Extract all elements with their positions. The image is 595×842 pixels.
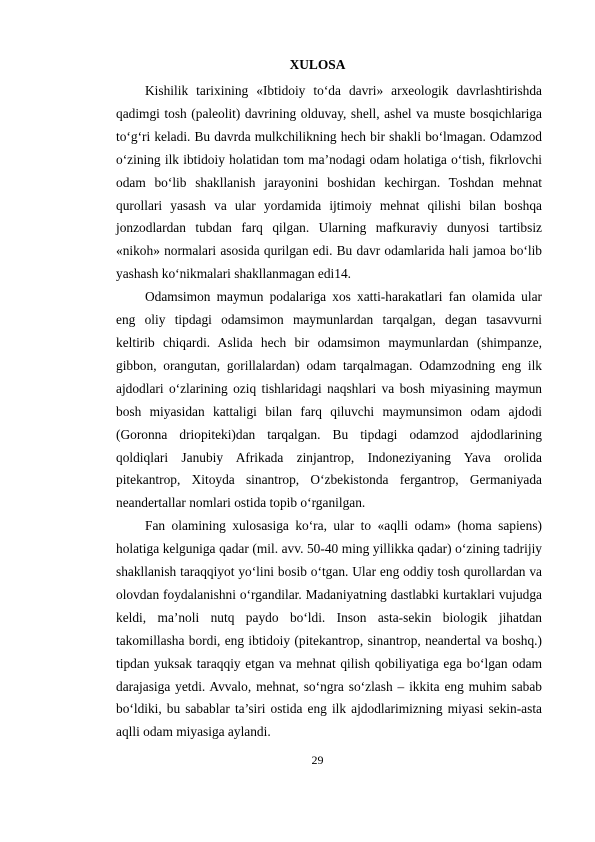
page-title: XULOSA	[289, 57, 346, 72]
paragraph-3: Fan olamining xulosasiga ko‘ra, ular to «aqlli odam» (homa sapiens) holatiga kelguniga qadar (mil. avv. 50-40 ming yillikka qadar) o‘zining tadrijiy shakllanish taraqqiyot yo‘lini bosib o‘tgan. Ular eng oddiy tosh qurollardan va olovdan foydalanishni o‘rgandilar. Madaniyatning dastlabki kurtaklari vujudga keldi, ma’noli nutq paydo bo‘ldi. Inson asta-sekin biologik jihatdan takomillasha bordi, eng ibtidoiy (pitekantrop, sinantrop, neandertal va boshq.) tipdan yuksak taraqqiy etgan va mehnat qilish qobiliyatiga ega bo‘lgan odam darajasiga yetdi. Avvalo, mehnat, so‘ngra so‘zlash – ikkita eng muhim sabab bo‘ldiki, bu sabablar ta’siri ostida eng ilk ajdodlarimizning miyasi sekin-asta aqlli odam miyasiga aylandi.	[116, 518, 542, 740]
page-number: 29	[311, 753, 324, 767]
paragraph-1: Kishilik tarixining «Ibtidoiy to‘da davri» arxeologik davrlashtirishda qadimgi tosh (paleolit) davrining olduvay, shell, ashel va muste bosqichlariga to‘g‘ri keladi. Bu davrda mulkchilikning hech bir shakli bo‘lmagan. Odamzod o‘zining ilk ibtidoiy holatidan tom ma’nodagi odam holatiga o‘tish, fikrlovchi odam bo‘lib shakllanish jarayonini boshidan kechirgan. Toshdan mehnat qurollari yasash va ular yordamida ijtimoiy mehnat qilishi bilan boshqa jonzodlardan tubdan farq qilgan. Ularning mafkuraviy dunyosi tartibsiz «nikoh» normalari asosida qurilgan edi. Bu davr odamlarida hali jamoa bo‘lib yashash ko‘nikmalari shakllanmagan edi14.	[116, 83, 542, 282]
paragraph-2: Odamsimon maymun podalariga xos xatti-harakatlari fan olamida ular eng oliy tipdagi odamsimon maymunlardan tarqalgan, degan tasavvurni keltirib chiqardi. Aslida hech bir odamsimon maymunlardan (shimpanze, gibbon, orangutan, gorillalardan) odam tarqalmagan. Odamzodning eng ilk ajdodlari o‘zlarining oziq tishlaridagi naqshlari va bosh miyasining maymun bosh miyasidan kattaligi bilan farq qiluvchi maymunsimon odam ajdodi (Goronna driopiteki)dan tarqalgan. Bu tipdagi odamzod ajdodlarining qoldiqlari Janubiy Afrikada zinjantrop, Indoneziyaning Yava orolida pitekantrop, Xitoyda sinantrop, O‘zbekistonda fergantrop, Germaniyada neandertallar nomlari ostida topib o‘rganilgan.	[116, 289, 542, 511]
body-text	[116, 80, 542, 744]
